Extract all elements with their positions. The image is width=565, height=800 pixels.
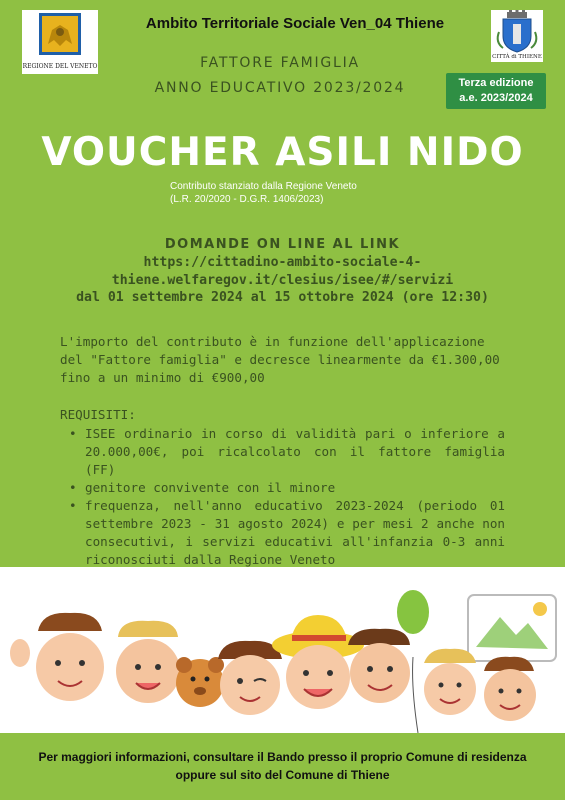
funding-note-line2: (L.R. 20/2020 - D.G.R. 1406/2023) — [170, 194, 324, 205]
edition-badge — [446, 73, 546, 109]
citta-thiene-caption: CITTÀ di THIENE — [492, 54, 542, 60]
lion-shield-icon — [22, 10, 98, 62]
apply-online-label: DOMANDE ON LINE AL LINK — [164, 237, 401, 252]
application-link[interactable] — [40, 254, 525, 290]
footer-section — [0, 733, 565, 800]
requirement-item: • genitore convivente con il minore — [69, 479, 505, 497]
child-faces — [10, 613, 536, 721]
subtitle-anno-educativo: ANNO EDUCATIVO 2023/2024 — [154, 80, 406, 96]
children-illustration — [0, 567, 565, 733]
footer-info-line2: oppure sul sito del Comune di Thiene — [175, 768, 390, 782]
subtitle-fattore-famiglia: FATTORE FAMIGLIA — [200, 55, 360, 71]
requirements-title: REQUISITI: — [60, 407, 136, 422]
regione-veneto-caption: REGIONE DEL VENETO — [22, 63, 98, 70]
children-faces-illustration — [0, 567, 565, 733]
application-dates: dal 01 settembre 2024 al 15 ottobre 2024 (ore 12:30) — [76, 290, 489, 305]
edition-badge-line1: Terza edizione — [458, 77, 534, 89]
regione-veneto-logo — [22, 10, 98, 74]
coat-of-arms-icon — [491, 10, 543, 54]
application-link-line2[interactable]: thiene.welfaregov.it/clesius/isee/#/servizi — [111, 273, 454, 288]
edition-badge-line2: a.e. 2023/2024 — [459, 92, 533, 104]
application-link-line1[interactable]: https://cittadino-ambito-sociale-4- — [143, 255, 422, 270]
funding-note-line1: Contributo stanziato dalla Regione Veneto — [170, 181, 357, 192]
main-title: VOUCHER ASILI NIDO — [41, 130, 524, 175]
footer-info-line1: Per maggiori informazioni, consultare il Bando presso il proprio Comune di residenza — [38, 750, 527, 764]
citta-thiene-logo — [491, 10, 543, 62]
requirement-item: • ISEE ordinario in corso di validità pari o inferiore a 20.000,00€, poi ricalcolato con il fattore famiglia (FF) — [69, 425, 505, 479]
contribution-paragraph: L'importo del contributo è in funzione dell'applicazione del "Fattore famiglia" e decresce linearmente da €1.300,00 fino a un minimo di €900,00 — [60, 334, 500, 385]
organization-name: Ambito Territoriale Sociale Ven_04 Thiene — [145, 15, 445, 32]
requirements-list — [69, 425, 505, 569]
requirement-item: • frequenza, nell'anno educativo 2023-2024 (periodo 01 settembre 2023 - 31 agosto 2024) e per mesi 2 anche non consecutivi, i servizi educativi all'infanzia 0-3 anni riconosciuti dalla Regione Veneto — [69, 497, 505, 569]
footer-info — [10, 748, 555, 784]
funding-note — [170, 180, 430, 206]
